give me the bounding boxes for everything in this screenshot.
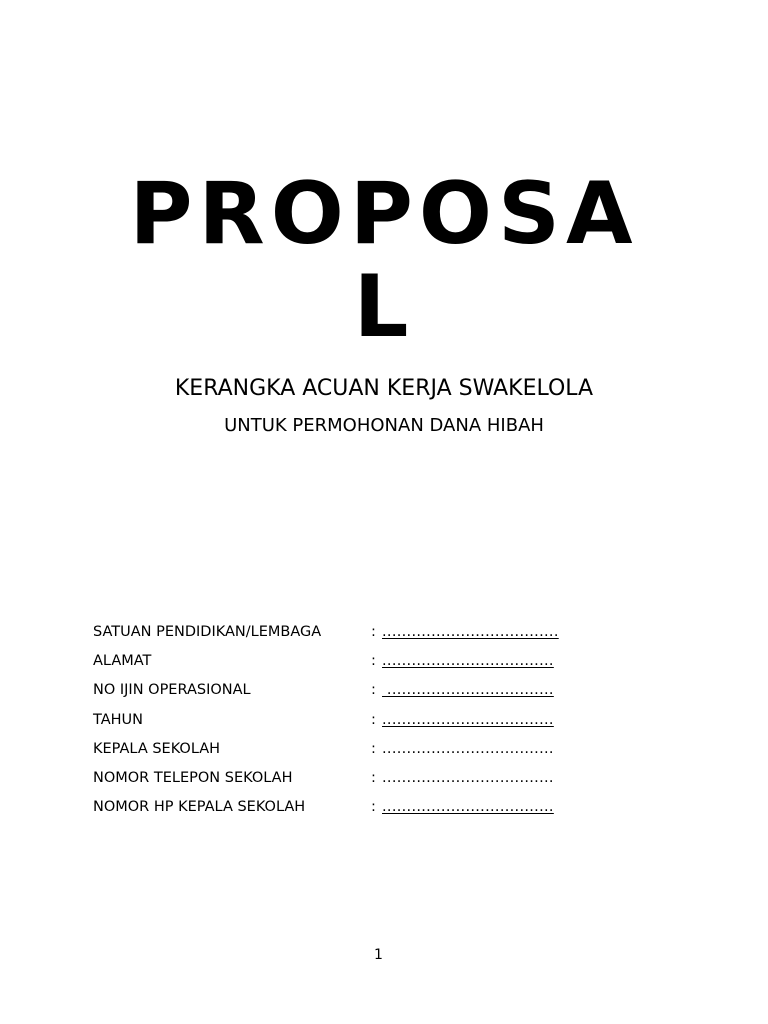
document-subtitle: KERANGKA ACUAN KERJA SWAKELOLA [174,376,594,401]
field-row-no-ijin-operasional [93,678,693,707]
field-row-alamat [93,649,693,678]
field-label: NOMOR HP KEPALA SEKOLAH [93,799,306,816]
field-label: ALAMAT [93,653,152,670]
field-value-blank: .................................... [382,624,559,640]
field-value-blank: ................................... [382,653,554,670]
field-value-blank: ................................... [382,769,554,786]
field-label: TAHUN [93,711,144,728]
field-colon: : [371,769,376,786]
field-row-satuan-pendidikan [93,620,693,649]
field-colon: : [371,711,376,728]
field-colon: : [371,624,376,640]
field-value-blank: ................................... [382,711,554,728]
field-label: NO IJIN OPERASIONAL [93,682,251,699]
field-colon: : [371,682,376,699]
field-value-blank: .................................. [382,682,554,699]
page-title: PROPOSAL [129,164,639,357]
field-row-nomor-hp-kepala-sekolah [93,795,693,824]
document-subtitle-secondary: UNTUK PERMOHONAN DANA HIBAH [224,415,544,436]
page-number: 1 [374,947,383,963]
field-label: NOMOR TELEPON SEKOLAH [93,769,293,786]
field-colon: : [371,653,376,670]
field-value-blank: ................................... [382,799,554,816]
field-row-kepala-sekolah [93,737,693,766]
field-row-tahun [93,708,693,737]
identity-field-list [93,620,693,824]
field-label: SATUAN PENDIDIKAN/LEMBAGA [93,624,322,640]
field-colon: : [371,740,376,757]
field-row-nomor-telepon-sekolah [93,766,693,795]
field-colon: : [371,799,376,816]
field-label: KEPALA SEKOLAH [93,740,221,757]
field-value-blank: ................................... [382,740,554,757]
